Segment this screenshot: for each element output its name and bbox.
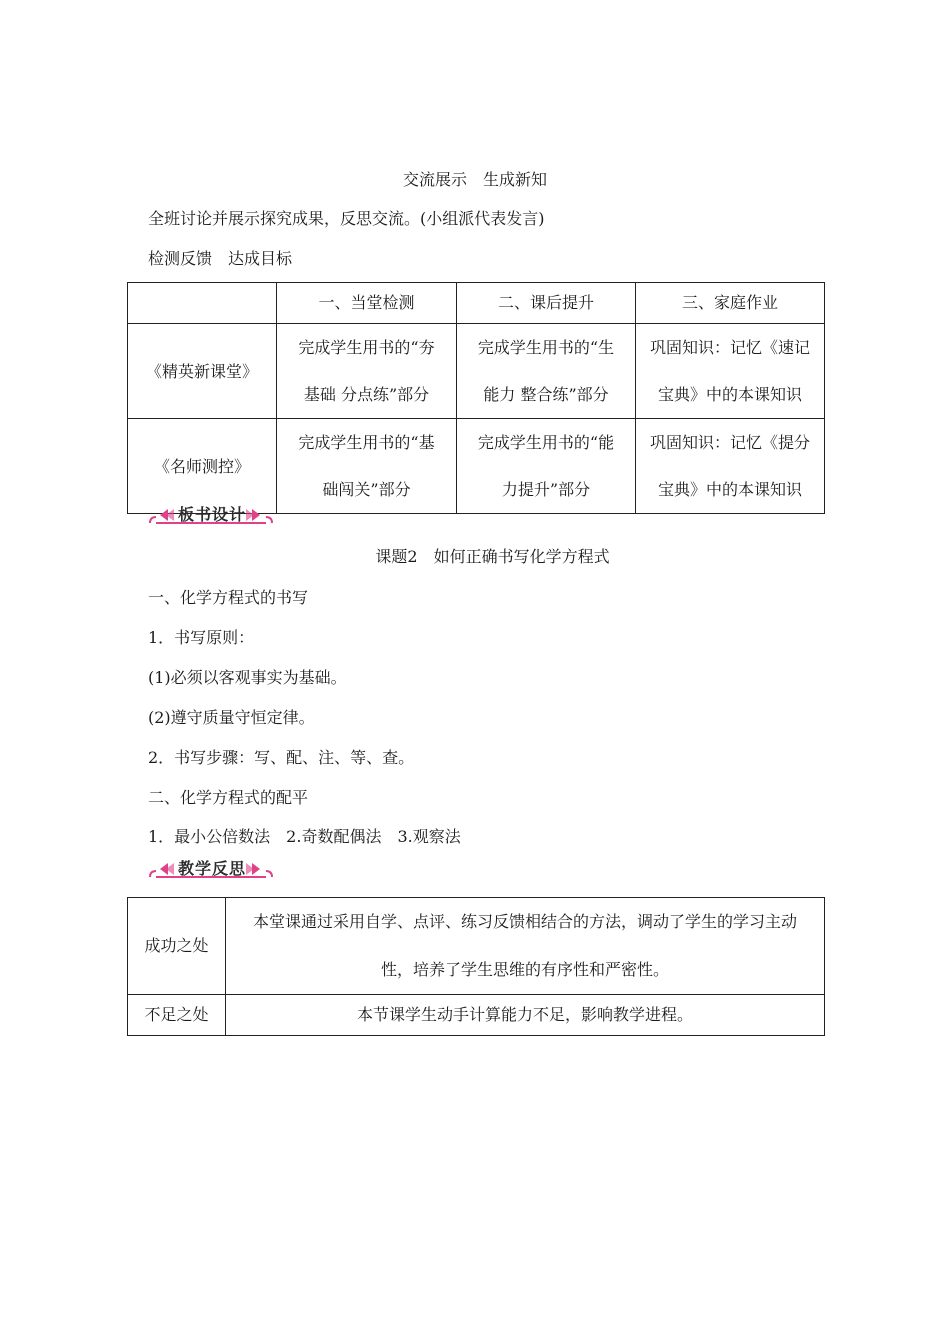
cell-line: 巩固知识：记忆《提分 [649,433,810,452]
row-label: 成功之处 [128,898,226,995]
board-line: 1．最小公倍数法 2.奇数配偶法 3.观察法 [148,827,461,846]
table-row [128,898,825,995]
board-line: 2．书写步骤：写、配、注、等、查。 [148,748,415,767]
table-cell [636,324,825,419]
reflection-badge [146,857,276,883]
table-row [128,324,825,419]
exchange-text: 全班讨论并展示探究成果，反思交流。(小组派代表发言) [148,209,545,228]
exchange-title: 交流展示 生成新知 [402,170,547,189]
board-line: 一、化学方程式的书写 [148,588,309,607]
table-cell [226,995,825,1036]
header-cell-classroom: 一、当堂检测 [277,283,457,324]
board-line: (2)遵守质量守恒定律。 [148,708,315,727]
board-design-badge [146,503,276,529]
row-label: 不足之处 [128,995,226,1036]
board-design-badge-label: 板书设计 [177,505,246,524]
row-name: 《精英新课堂》 [128,324,277,419]
board-line: 二、化学方程式的配平 [148,788,309,807]
feedback-table [127,282,825,514]
cell-line: 性，培养了学生思维的有序性和严密性。 [380,960,669,979]
table-row [128,995,825,1036]
table-header-row [128,283,825,324]
cell-line: 宝典》中的本课知识 [657,480,802,499]
cell-line: 基础 分点练”部分 [303,385,430,404]
cell-line: 完成学生用书的“夯 [298,338,435,357]
feedback-title: 检测反馈 达成目标 [148,249,293,268]
cell-line: 础闯关”部分 [322,480,411,499]
table-row [128,419,825,514]
cell-line: 本堂课通过采用自学、点评、练习反馈相结合的方法，调动了学生的学习主动 [252,912,797,931]
table-cell [226,898,825,995]
cell-line: 完成学生用书的“基 [298,433,435,452]
board-design-title: 课题2 如何正确书写化学方程式 [375,547,610,566]
cell-line: 完成学生用书的“能 [477,433,615,452]
row-name: 《名师测控》 [128,419,277,514]
header-cell-homework: 三、家庭作业 [636,283,825,324]
cell-line: 力提升”部分 [501,480,591,499]
header-cell-after-class: 二、课后提升 [457,283,636,324]
table-cell [277,419,457,514]
board-line: 1．书写原则： [148,628,255,647]
cell-line: 巩固知识：记忆《速记 [649,338,810,357]
cell-line: 宝典》中的本课知识 [657,385,802,404]
table-cell [457,419,636,514]
table-cell [457,324,636,419]
cell-line: 完成学生用书的“生 [477,338,615,357]
reflection-table [127,897,825,1036]
table-cell [636,419,825,514]
header-cell-empty [128,283,277,324]
cell-line: 能力 整合练”部分 [483,385,609,404]
board-line: (1)必须以客观事实为基础。 [148,668,347,687]
table-cell [277,324,457,419]
reflection-badge-label: 教学反思 [177,859,246,878]
cell-line: 本节课学生动手计算能力不足，影响教学进程。 [356,1005,693,1024]
